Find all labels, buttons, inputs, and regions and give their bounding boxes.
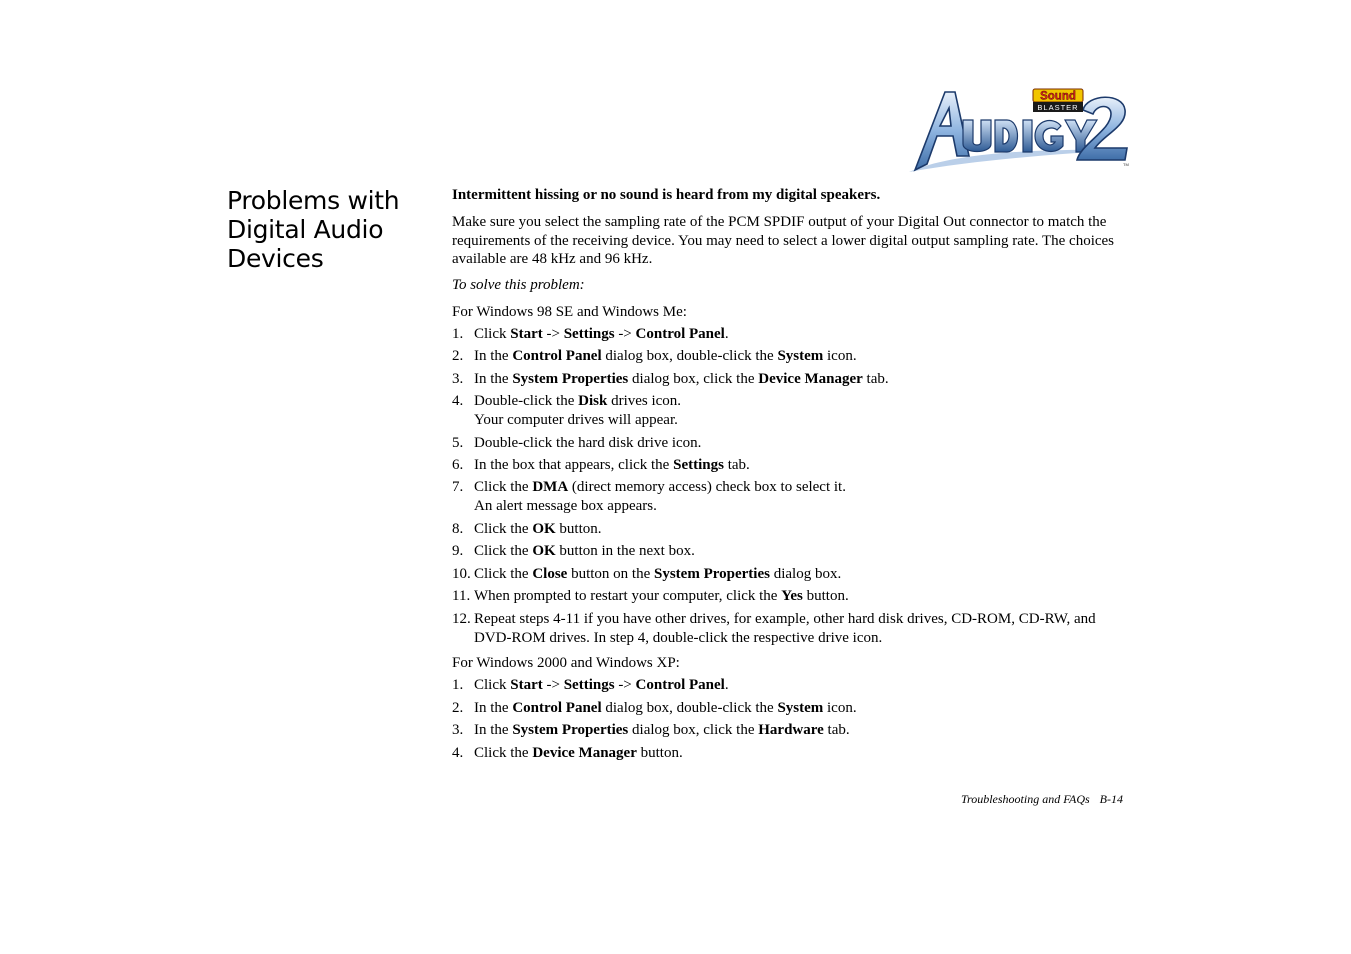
step-ui-term: Hardware bbox=[758, 722, 824, 739]
step-item bbox=[452, 587, 1132, 606]
step-text: tab. bbox=[823, 722, 850, 739]
step-text: In the bbox=[474, 722, 513, 739]
step-ui-term: System bbox=[777, 699, 824, 716]
step-number: 6. bbox=[452, 457, 464, 473]
sound-blaster-badge bbox=[1033, 89, 1083, 112]
step-ui-term: Disk bbox=[578, 393, 608, 410]
audigy-wordmark bbox=[963, 120, 1097, 152]
step-text: Click the bbox=[474, 565, 533, 582]
step-item bbox=[452, 456, 1132, 475]
step-text: tab. bbox=[723, 457, 750, 473]
step-text: drives icon. bbox=[607, 393, 682, 410]
svg-text:BLASTER: BLASTER bbox=[1037, 103, 1079, 112]
title-line-3: Devices bbox=[227, 244, 324, 273]
step-item bbox=[452, 699, 1132, 718]
page-footer bbox=[961, 792, 1123, 807]
steps-list bbox=[452, 325, 1132, 648]
step-text: -> bbox=[614, 325, 636, 342]
step-text: dialog box, double-click the bbox=[601, 348, 778, 365]
step-text: icon. bbox=[823, 348, 857, 365]
step-item bbox=[452, 392, 1132, 430]
step-number: 2. bbox=[452, 348, 464, 365]
step-ui-term: Start bbox=[510, 677, 543, 694]
step-text: dialog box, click the bbox=[628, 370, 759, 387]
step-text: button. bbox=[555, 520, 602, 537]
step-text: Click the bbox=[474, 479, 533, 496]
title-line-2: Digital Audio bbox=[227, 215, 384, 244]
step-text: icon. bbox=[823, 699, 857, 716]
step-result: Your computer drives will appear. bbox=[474, 412, 678, 429]
step-text: dialog box. bbox=[769, 565, 842, 582]
footer-section: Troubleshooting and FAQs bbox=[960, 792, 1090, 806]
title-line-1: Problems with bbox=[227, 186, 400, 215]
step-ui-term: System Properties bbox=[654, 565, 770, 582]
instruction-groups bbox=[452, 303, 1132, 762]
step-text: In the bbox=[474, 348, 513, 365]
step-item bbox=[452, 434, 1132, 453]
step-text: Double-click the bbox=[474, 393, 579, 410]
step-ui-term: Close bbox=[532, 565, 568, 582]
step-number: 3. bbox=[452, 722, 464, 739]
step-item bbox=[452, 325, 1132, 344]
step-ui-term: Yes bbox=[781, 588, 803, 605]
step-item bbox=[452, 744, 1132, 763]
step-ui-term: Settings bbox=[563, 677, 615, 694]
step-text: tab. bbox=[862, 370, 889, 387]
step-ui-term: Control Panel bbox=[512, 348, 602, 365]
step-ui-term: OK bbox=[532, 543, 556, 560]
step-number: 9. bbox=[452, 543, 464, 560]
step-text: Double-click the hard disk drive icon. bbox=[474, 434, 702, 451]
step-text: button in the next box. bbox=[555, 543, 695, 560]
step-number: 11. bbox=[452, 588, 471, 605]
step-ui-term: Start bbox=[510, 325, 543, 342]
step-item bbox=[452, 478, 1132, 516]
step-number: 7. bbox=[452, 479, 464, 496]
section-title bbox=[227, 186, 437, 273]
step-item bbox=[452, 370, 1132, 389]
step-item bbox=[452, 721, 1132, 740]
step-ui-term: Device Manager bbox=[758, 370, 863, 387]
step-ui-term: Settings bbox=[673, 457, 724, 473]
step-text: Repeat steps 4-11 if you have other drives, for example, other hard disk drives, CD-ROM, CD-RW, and DVD-ROM drives. In step 4, double-click the respective drive icon. bbox=[474, 610, 1096, 646]
page-number: B-14 bbox=[1099, 792, 1123, 806]
svg-text:TM: TM bbox=[1123, 162, 1129, 167]
step-item bbox=[452, 676, 1132, 695]
step-text: dialog box, double-click the bbox=[601, 699, 778, 716]
step-text: In the bbox=[474, 370, 513, 387]
step-ui-term: System Properties bbox=[512, 722, 629, 739]
step-item bbox=[452, 520, 1132, 539]
svg-text:Sound: Sound bbox=[1040, 90, 1076, 103]
step-text: In the bbox=[474, 699, 513, 716]
audigy2-logo bbox=[905, 86, 1135, 178]
os-group-intro: For Windows 2000 and Windows XP: bbox=[452, 655, 680, 672]
step-text: . bbox=[724, 325, 729, 342]
step-text: Click the bbox=[474, 543, 533, 560]
problem-description: Make sure you select the sampling rate of the PCM SPDIF output of your Digital Out connector to match the requirements of the receiving device. You may need to select a lower digital output sampling rate. The choices available are 48 kHz and 96 kHz. bbox=[452, 213, 1115, 268]
step-ui-term: OK bbox=[532, 520, 556, 537]
step-number: 3. bbox=[452, 370, 464, 387]
step-number: 1. bbox=[452, 325, 464, 342]
step-item bbox=[452, 347, 1132, 366]
step-text: (direct memory access) check box to select it. bbox=[568, 479, 846, 496]
step-ui-term: Settings bbox=[563, 325, 615, 342]
step-item bbox=[452, 565, 1132, 584]
step-text: -> bbox=[614, 677, 636, 694]
main-content bbox=[452, 186, 1132, 769]
step-number: 8. bbox=[452, 520, 464, 537]
solve-label: To solve this problem: bbox=[452, 277, 585, 294]
step-number: 5. bbox=[452, 434, 464, 451]
step-text: When prompted to restart your computer, click the bbox=[474, 588, 782, 605]
step-text: dialog box, click the bbox=[628, 722, 759, 739]
step-number: 10. bbox=[452, 565, 471, 582]
problem-heading: Intermittent hissing or no sound is heard from my digital speakers. bbox=[452, 187, 881, 203]
step-item bbox=[452, 542, 1132, 561]
step-number: 4. bbox=[452, 393, 464, 410]
step-ui-term: DMA bbox=[532, 479, 569, 496]
step-text: button. bbox=[636, 744, 683, 761]
step-text: -> bbox=[542, 325, 564, 342]
step-ui-term: System bbox=[777, 348, 824, 365]
step-item bbox=[452, 610, 1132, 648]
os-group-intro: For Windows 98 SE and Windows Me: bbox=[452, 303, 687, 320]
step-number: 1. bbox=[452, 677, 464, 694]
step-ui-term: System Properties bbox=[512, 370, 629, 387]
step-ui-term: Control Panel bbox=[635, 325, 725, 342]
step-text: Click the bbox=[474, 520, 533, 537]
step-ui-term: Control Panel bbox=[512, 699, 602, 716]
step-text: -> bbox=[542, 677, 564, 694]
step-number: 2. bbox=[452, 699, 464, 716]
step-text: In the box that appears, click the bbox=[474, 457, 674, 473]
step-text: Click bbox=[474, 325, 511, 342]
step-text: button. bbox=[802, 588, 849, 605]
step-number: 4. bbox=[452, 744, 464, 761]
steps-list bbox=[452, 676, 1132, 762]
step-text: button on the bbox=[567, 565, 654, 582]
step-ui-term: Control Panel bbox=[635, 677, 725, 694]
step-text: Click the bbox=[474, 744, 533, 761]
step-text: Click bbox=[474, 677, 511, 694]
step-text: . bbox=[724, 677, 729, 694]
step-ui-term: Device Manager bbox=[532, 744, 637, 761]
step-number: 12. bbox=[452, 610, 471, 627]
step-result: An alert message box appears. bbox=[474, 498, 657, 515]
